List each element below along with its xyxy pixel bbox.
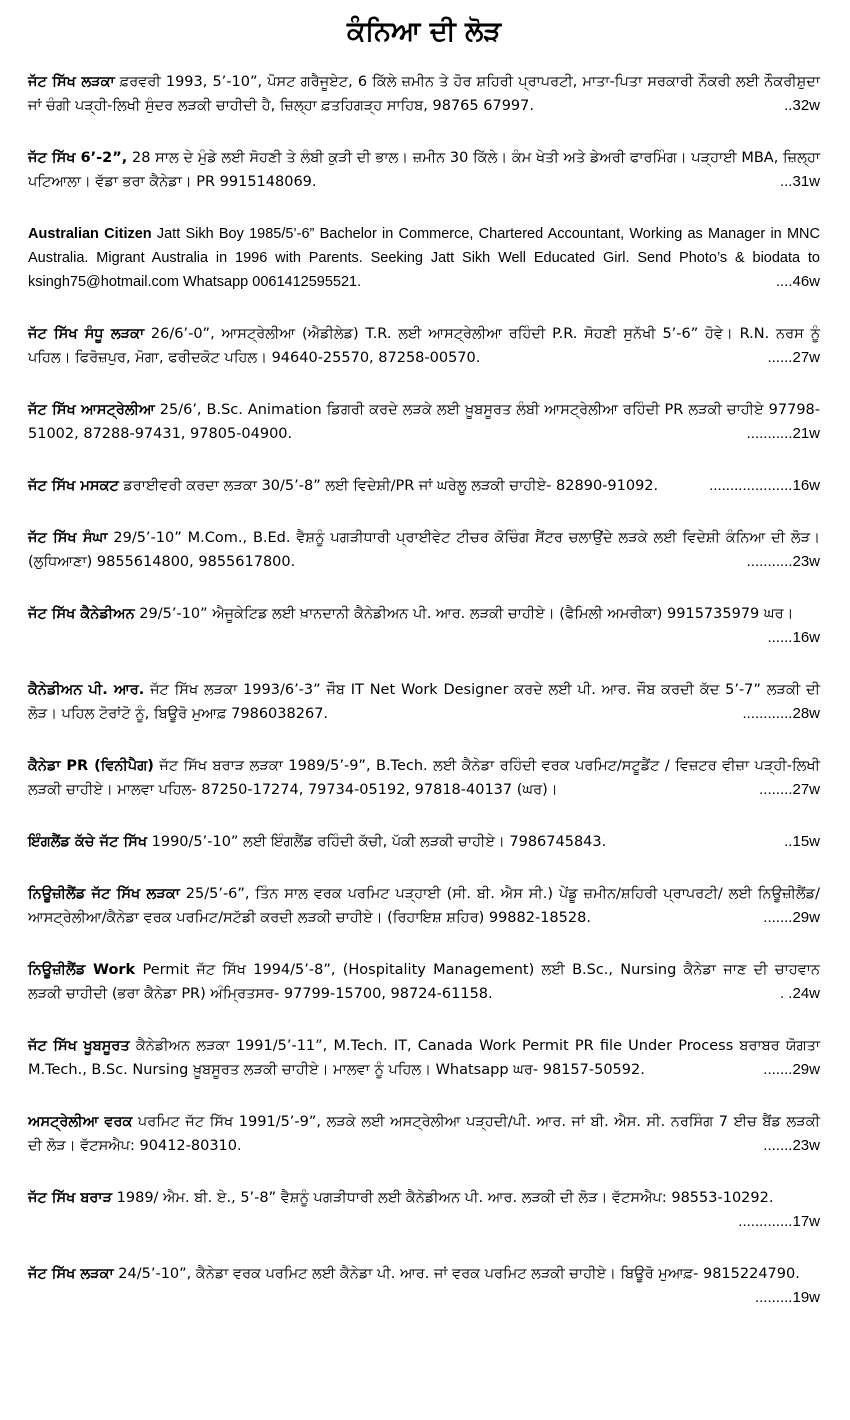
ad-text: 1989/ ਐਮ. ਬੀ. ਏ., 5’-8” ਵੈਸ਼ਨੂੰ ਪਗੜੀਧਾਰੀ ਲਈ ਕੈਨੇਡੀਅਨ ਪੀ. ਆਰ. ਲੜਕੀ ਦੀ ਲੋੜ। ਵੱਟਸਐਪ: 98553-10292.: [112, 1190, 774, 1206]
ad-code: ...........23w: [746, 553, 820, 570]
ad-lead: Australian Citizen: [28, 226, 152, 242]
ad-lead: ਇੰਗਲੈਂਡ ਕੱਚੇ ਜੱਟ ਸਿੱਖ: [28, 834, 148, 850]
ad-item: [28, 1110, 820, 1158]
ad-text: Jatt Sikh Boy 1985/5’-6” Bachelor in Commerce, Chartered Accountant, Working as Manager in MNC Australia. Migrant Australia in 1996 with Parents. Seeking Jatt Sikh Well Educated Girl. Send Photo’s & biodata to ksingh75@hotmail.com Whatsapp 0061412595521.: [28, 226, 820, 290]
ad-item: [28, 830, 820, 854]
ad-item: [28, 1186, 820, 1234]
ad-lead: ਜੱਟ ਸਿੱਖ ਲੜਕਾ: [28, 1266, 114, 1282]
ad-item: [28, 146, 820, 194]
ad-code: .......29w: [763, 909, 820, 926]
ad-lead: ਕੈਨੇਡੀਅਨ ਪੀ. ਆਰ.: [28, 682, 145, 698]
ad-item: [28, 882, 820, 930]
ad-code: ..15w: [784, 833, 820, 850]
ad-code: .......29w: [763, 1061, 820, 1078]
ad-text: ਕੈਨੇਡੀਅਨ ਲੜਕਾ 1991/5’-11”, M.Tech. IT, Canada Work Permit PR file Under Process ਬਰਾਬਰ ਯੋਗਤਾ M.Tech., B.Sc. Nursing ਖ਼ੂਬਸੂਰਤ ਲੜਕੀ ਚਾਹੀਏ। ਮਾਲਵਾ ਨੂੰ ਪਹਿਲ। Whatsapp ਘਰ- 98157-50592.: [28, 1038, 821, 1078]
ad-text: ਜੱਟ ਸਿੱਖ ਲੜਕਾ 1993/6’-3” ਜੌਬ IT Net Work Designer ਕਰਦੇ ਲਈ ਪੀ. ਆਰ. ਜੌਬ ਕਰਦੀ ਕੱਦ 5’-7” ਲੜਕੀ ਦੀ ਲੋੜ। ਪਹਿਲ ਟੋਰਾਂਟੋ ਨੂੰ, ਬਿਊਰੋ ਮੁਆਫ਼ 7986038267.: [28, 682, 821, 722]
ad-text: 25/6’, B.Sc. Animation ਡਿਗਰੀ ਕਰਦੇ ਲੜਕੇ ਲਈ ਖ਼ੂਬਸੂਰਤ ਲੰਬੀ ਆਸਟ੍ਰੇਲੀਆ ਰਹਿੰਦੀ PR ਲੜਕੀ ਚਾਹੀਏ 97798-51002, 87288-97431, 97805-04900.: [28, 402, 820, 442]
ad-item: [28, 1262, 820, 1310]
ad-item: [28, 322, 820, 370]
ad-lead: ਅਸਟ੍ਰੇਲੀਆ ਵਰਕ: [28, 1114, 133, 1130]
ad-text: ਡਰਾਈਵਰੀ ਕਰਦਾ ਲੜਕਾ 30/5’-8” ਲਈ ਵਿਦੇਸ਼ੀ/PR ਜਾਂ ਘਰੇਲੂ ਲੜਕੀ ਚਾਹੀਏ- 82890-91092.: [118, 478, 659, 494]
ad-lead: ਜੱਟ ਸਿੱਖ ਸੰਧੂ ਲੜਕਾ: [28, 326, 145, 342]
ad-text: 1990/5’-10” ਲਈ ਇੰਗਲੈਂਡ ਰਹਿੰਦੀ ਕੱਚੀ, ਪੱਕੀ ਲੜਕੀ ਚਾਹੀਏ। 7986745843.: [147, 834, 607, 850]
ad-lead: ਕੈਨੇਡਾ PR (ਵਿਨੀਪੈਗ): [28, 758, 154, 774]
ad-code: ....................16w: [709, 477, 820, 494]
ad-code: . .24w: [779, 985, 820, 1002]
ad-code: ..32w: [784, 97, 820, 114]
ad-lead: ਜੱਟ ਸਿੱਖ ਬਰਾੜ: [28, 1190, 113, 1206]
ad-code: ........27w: [759, 781, 820, 798]
ad-text: 28 ਸਾਲ ਦੇ ਮੁੰਡੇ ਲਈ ਸੋਹਣੀ ਤੇ ਲੰਬੀ ਕੁੜੀ ਦੀ ਭਾਲ। ਜ਼ਮੀਨ 30 ਕਿੱਲੇ। ਕੰਮ ਖੇਤੀ ਅਤੇ ਡੇਅਰੀ ਫਾਰਮਿੰਗ। ਪੜ੍ਹਾਈ MBA, ਜ਼ਿਲ੍ਹਾ ਪਟਿਆਲਾ। ਵੱਡਾ ਭਰਾ ਕੈਨੇਡਾ। PR 9915148069.: [28, 150, 820, 190]
ad-item: [28, 398, 820, 446]
ad-item: [28, 678, 820, 726]
ad-text: 24/5’-10”, ਕੈਨੇਡਾ ਵਰਕ ਪਰਮਿਟ ਲਈ ਕੈਨੇਡਾ ਪੀ. ਆਰ. ਜਾਂ ਵਰਕ ਪਰਮਿਟ ਲੜਕੀ ਚਾਹੀਏ। ਬਿਊਰੋ ਮੁਆਫ਼- 9815224790.: [113, 1266, 800, 1282]
ad-code: .........19w: [754, 1289, 820, 1306]
ad-item: [28, 958, 820, 1006]
ad-code: ...31w: [779, 173, 820, 190]
ad-text: 29/5’-10” ਐਜੂਕੇਟਿਡ ਲਈ ਖ਼ਾਨਦਾਨੀ ਕੈਨੇਡੀਅਨ ਪੀ. ਆਰ. ਲੜਕੀ ਚਾਹੀਏ। (ਫੈਮਿਲੀ ਅਮਰੀਕਾ) 9915735979 ਘਰ।: [134, 606, 794, 622]
ad-text: 26/6’-0”, ਆਸਟ੍ਰੇਲੀਆ (ਐਡੀਲੇਡ) T.R. ਲਈ ਆਸਟ੍ਰੇਲੀਆ ਰਹਿੰਦੀ P.R. ਸੋਹਣੀ ਸੁਨੱਖੀ 5’-6” ਹੋਵੇ। R.N. ਨਰਸ ਨੂੰ ਪਹਿਲ। ਫਿਰੋਜ਼ਪੁਰ, ਮੋਗਾ, ਫਰੀਦਕੋਟ ਪਹਿਲ। 94640-25570, 87258-00570.: [28, 326, 820, 366]
ad-code: ...........21w: [746, 425, 820, 442]
ad-lead: ਜੱਟ ਸਿੱਖ ਆਸਟ੍ਰੇਲੀਆ: [28, 402, 155, 418]
ad-text: 25/5’-6”, ਤਿੰਨ ਸਾਲ ਵਰਕ ਪਰਮਿਟ ਪੜ੍ਹਾਈ (ਸੀ. ਬੀ. ਐਸ ਸੀ.) ਪੇਂਡੂ ਜ਼ਮੀਨ/ਸ਼ਹਿਰੀ ਪ੍ਰਾਪਰਟੀ/ ਲਈ ਨਿਊਜ਼ੀਲੈਂਡ/ਆਸਟ੍ਰੇਲੀਆ/ਕੈਨੇਡਾ ਵਰਕ ਪਰਮਿਟ/ਸਟੱਡੀ ਕਰਦੀ ਲੜਕੀ ਚਾਹੀਏ। (ਰਿਹਾਇਸ਼ ਸ਼ਹਿਰ) 99882-18528.: [28, 886, 820, 926]
ad-lead: ਜੱਟ ਸਿੱਖ ਕੈਨੇਡੀਅਨ: [28, 606, 135, 622]
ad-lead: ਜੱਟ ਸਿੱਖ ਮਸਕਟ: [28, 478, 119, 494]
ad-code: ......27w: [767, 349, 820, 366]
ad-item: [28, 754, 820, 802]
ad-item: [28, 1034, 820, 1082]
ad-text: ਪਰਮਿਟ ਜੱਟ ਸਿੱਖ 1991/5’-9”, ਲੜਕੇ ਲਈ ਅਸਟ੍ਰੇਲੀਆ ਪੜ੍ਹਦੀ/ਪੀ. ਆਰ. ਜਾਂ ਬੀ. ਐਸ. ਸੀ. ਨਰਸਿੰਗ 7 ਈਚ ਬੈਂਡ ਲੜਕੀ ਦੀ ਲੋੜ। ਵੱਟਸਐਪ: 90412-80310.: [28, 1114, 820, 1154]
ad-text: ਫ਼ਰਵਰੀ 1993, 5’-10”, ਪੋਸਟ ਗਰੈਜੂਏਟ, 6 ਕਿੱਲੇ ਜ਼ਮੀਨ ਤੇ ਹੋਰ ਸ਼ਹਿਰੀ ਪ੍ਰਾਪਰਟੀ, ਮਾਤਾ-ਪਿਤਾ ਸਰਕਾਰੀ ਨੌਕਰੀ ਲਈ ਨੌਕਰੀਸ਼ੁਦਾ ਜਾਂ ਚੰਗੀ ਪੜ੍ਹੀ-ਲਿਖੀ ਸੁੰਦਰ ਲੜਕੀ ਚਾਹੀਦੀ ਹੈ, ਜ਼ਿਲ੍ਹਾ ਫ਼ਤਹਿਗੜ੍ਹ ਸਾਹਿਬ, 98765 67997.: [28, 74, 820, 114]
ad-lead: ਨਿਊਜ਼ੀਲੈਂਡ Work: [28, 962, 136, 978]
ad-item: [28, 602, 820, 650]
ad-lead: ਜੱਟ ਸਿੱਖ ਲੜਕਾ: [28, 74, 115, 90]
ad-item: [28, 222, 820, 294]
ad-code: ....46w: [775, 273, 820, 290]
ad-item: [28, 526, 820, 574]
page-title: ਕੰਨਿਆ ਦੀ ਲੋੜ: [346, 16, 502, 47]
ad-code: ............28w: [742, 705, 820, 722]
ad-lead: ਜੱਟ ਸਿੱਖ ਖੂਬਸੂਰਤ: [28, 1038, 130, 1054]
ad-item: [28, 474, 820, 498]
ad-text: Permit ਜੱਟ ਸਿੱਖ 1994/5’-8”, (Hospitality Management) ਲਈ B.Sc., Nursing ਕੈਨੇਡਾ ਜਾਣ ਦੀ ਚਾਹਵਾਨ ਲੜਕੀ ਚਾਹੀਦੀ (ਭਰਾ ਕੈਨੇਡਾ PR) ਅੰਮ੍ਰਿਤਸਰ- 97799-15700, 98724-61158.: [28, 962, 820, 1002]
ad-code: .............17w: [738, 1213, 820, 1230]
ad-text: ਜੱਟ ਸਿੱਖ ਬਰਾੜ ਲੜਕਾ 1989/5’-9”, B.Tech. ਲਈ ਕੈਨੇਡਾ ਰਹਿੰਦੀ ਵਰਕ ਪਰਮਿਟ/ਸਟੂਡੈਂਟ / ਵਿਜ਼ਟਰ ਵੀਜ਼ਾ ਪੜ੍ਹੀ-ਲਿਖੀ ਲੜਕੀ ਚਾਹੀਏ। ਮਾਲਵਾ ਪਹਿਲ- 87250-17274, 79734-05192, 97818-40137 (ਘਰ)।: [28, 758, 820, 798]
ad-code: ......16w: [767, 629, 820, 646]
ad-text: 29/5’-10” M.Com., B.Ed. ਵੈਸ਼ਨੂੰ ਪਗੜੀਧਾਰੀ ਪ੍ਰਾਈਵੇਟ ਟੀਚਰ ਕੋਚਿੰਗ ਸੈਂਟਰ ਚਲਾਉਂਦੇ ਲੜਕੇ ਲਈ ਵਿਦੇਸ਼ੀ ਕੰਨਿਆ ਦੀ ਲੋੜ। (ਲੁਧਿਆਣਾ) 9855614800, 9855617800.: [28, 530, 820, 570]
ad-lead: ਜੱਟ ਸਿੱਖ ਸੰਘਾ: [28, 530, 108, 546]
ad-lead: ਜੱਟ ਸਿੱਖ 6’-2”,: [28, 150, 128, 166]
ad-lead: ਨਿਊਜ਼ੀਲੈਂਡ ਜੱਟ ਸਿੱਖ ਲੜਕਾ: [28, 886, 180, 902]
ad-item: [28, 70, 820, 118]
ad-code: .......23w: [763, 1137, 820, 1154]
